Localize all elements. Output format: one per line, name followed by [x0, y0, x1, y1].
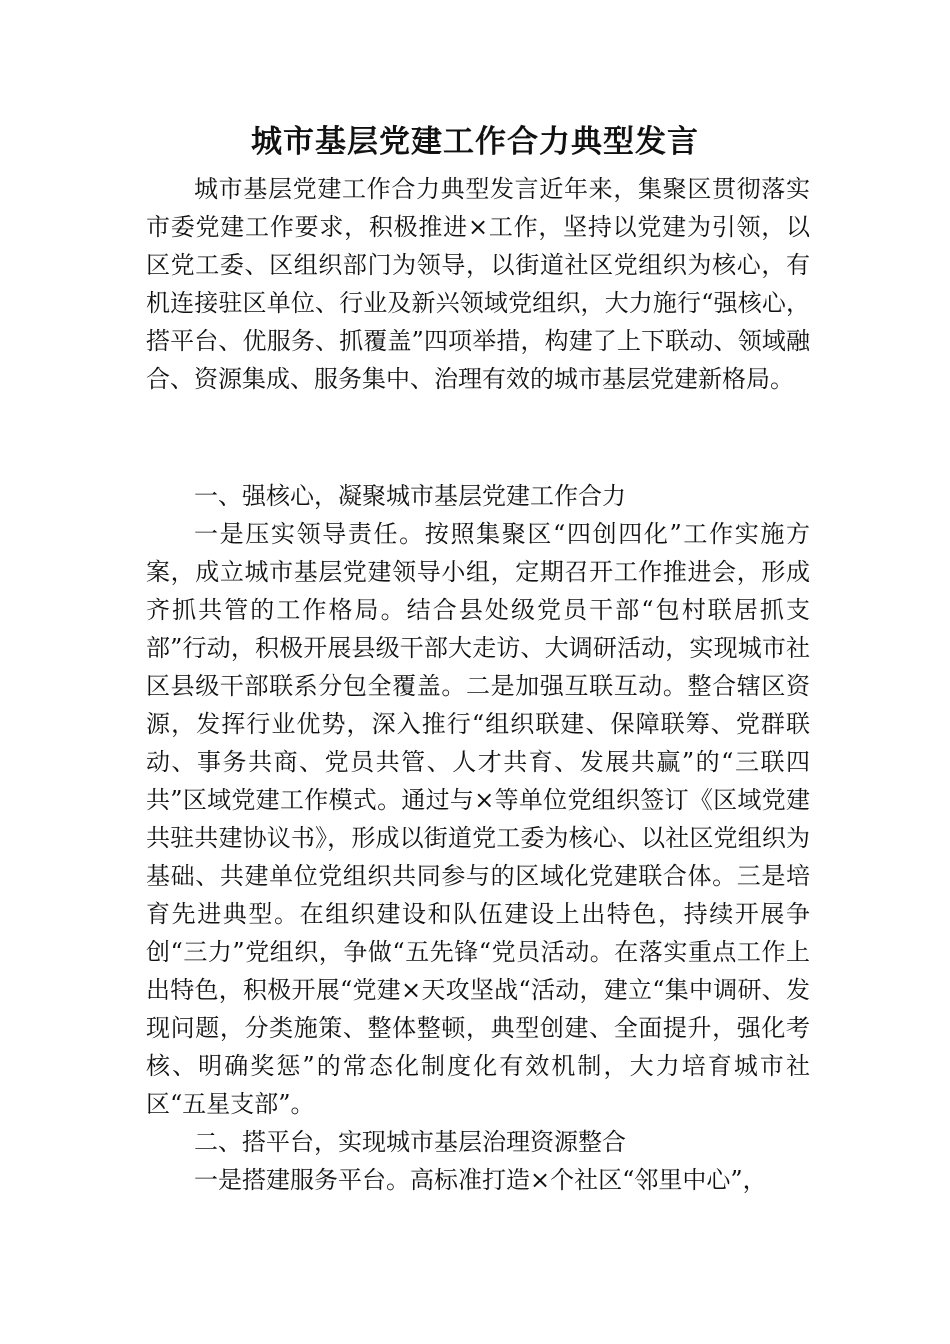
sections-block	[146, 477, 810, 1199]
document-title: 城市基层党建工作合力典型发言	[251, 124, 699, 160]
section-2-paragraph: 一是搭建服务平台。高标准打造×个社区“邻里中心”，	[194, 1166, 767, 1194]
section-1-heading: 一、强核心，凝聚城市基层党建工作合力	[194, 482, 626, 510]
section-1-paragraph: 一是压实领导责任。按照集聚区“四创四化”工作实施方案，成立城市基层党建领导小组，定期召开工作推进会，形成齐抓共管的工作格局。结合县处级党员干部“包村联居抓支部”行动，积极开展县级干部大走访、大调研活动，实现城市社区县级干部联系分包全覆盖。二是加强互联互动。整合辖区资源，发挥行业优势，深入推行“组织联建、保障联筹、党群联动、事务共商、党员共管、人才共育、发展共赢”的“三联四共”区域党建工作模式。通过与×等单位党组织签订《区域党建共驻共建协议书》，形成以街道党工委为核心、以社区党组织为基础、共建单位党组织共同参与的区域化党建联合体。三是培育先进典型。在组织建设和队伍建设上出特色，持续开展争创“三力”党组织，争做“五先锋“党员活动。在落实重点工作上出特色，积极开展“党建×天攻坚战“活动，建立“集中调研、发现问题，分类施策、整体整顿，典型创建、全面提升，强化考核、明确奖惩”的常态化制度化有效机制，大力培育城市社区“五星支部”。	[146, 520, 810, 1118]
intro-paragraph: 城市基层党建工作合力典型发言近年来，集聚区贯彻落实市委党建工作要求，积极推进×工作，坚持以党建为引领，以区党工委、区组织部门为领导，以街道社区党组织为核心，有机连接驻区单位、行业及新兴领域党组织，大力施行“强核心，搭平台、优服务、抓覆盖”四项举措，构建了上下联动、领域融合、资源集成、服务集中、治理有效的城市基层党建新格局。	[146, 175, 810, 393]
section-2-heading: 二、搭平台，实现城市基层治理资源整合	[194, 1128, 626, 1156]
intro-block	[146, 170, 810, 398]
